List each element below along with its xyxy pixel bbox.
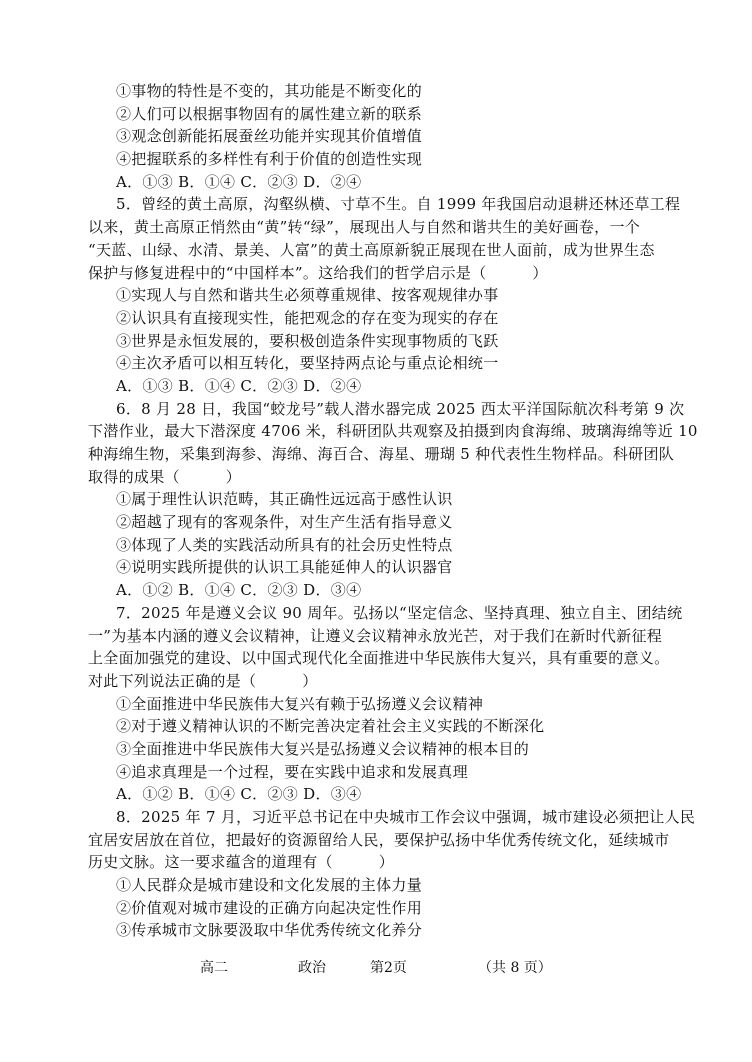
text-line: ①全面推进中华民族伟大复兴有赖于弘扬遵义会议精神 — [116, 694, 484, 713]
page-footer — [0, 957, 752, 979]
text-line: 宜居安居放在首位，把最好的资源留给人民，要保护弘扬中华优秀传统文化，延续城市 — [88, 830, 670, 849]
text-line: ②价值观对城市建设的正确方向起决定性作用 — [116, 898, 423, 917]
text-line: ①属于理性认识范畴，其正确性远远高于感性认识 — [116, 490, 453, 509]
text-line: A．①③ B．①④ C．②③ D．②④ — [116, 376, 362, 395]
text-line: 下潜作业，最大下潜深度 4706 米，科研团队共观察及拍摄到肉食海绵、玻璃海绵等近 10 — [88, 422, 698, 441]
text-line: ④主次矛盾可以相互转化，要坚持两点论与重点论相统一 — [116, 354, 499, 373]
text-line: ②超越了现有的客观条件，对生产生活有指导意义 — [116, 513, 453, 532]
text-line: ③观念创新能拓展蚕丝功能并实现其价值增值 — [116, 127, 423, 146]
footer-subject: 政治 — [298, 960, 326, 976]
text-line: 对此下列说法正确的是（ ） — [88, 671, 318, 690]
text-line: 7．2025 年是遵义会议 90 周年。弘扬以“坚定信念、坚持真理、独立自主、团结统 — [116, 603, 683, 622]
text-line: ③体现了人类的实践活动所具有的社会历史性特点 — [116, 535, 453, 554]
text-line: 历史文脉。这一要求蕴含的道理有（ ） — [88, 853, 395, 872]
text-line: 6．8 月 28 日，我国“蛟龙号”载人潜水器完成 2025 西太平洋国际航次科考第 9 次 — [116, 399, 685, 418]
text-line: ②对于遵义精神认识的不断完善决定着社会主义实践的不断深化 — [116, 717, 545, 736]
text-line: ①人民群众是城市建设和文化发展的主体力量 — [116, 876, 423, 895]
footer-total-pages: （共 8 页） — [478, 960, 552, 976]
text-line: 8．2025 年 7 月，习近平总书记在中央城市工作会议中强调，城市建设必须把让人民 — [116, 808, 696, 826]
text-line: ①事物的特性是不变的，其功能是不断变化的 — [116, 82, 423, 100]
text-line: 上全面加强党的建设、以中国式现代化全面推进中华民族伟大复兴，具有重要的意义。 — [88, 649, 670, 668]
question-text — [88, 80, 698, 942]
text-line: 5．曾经的黄土高原，沟壑纵横、寸草不生。自 1999 年我国启动退耕还林还草工程 — [116, 195, 681, 214]
text-line: A．①③ B．①④ C．②③ D．②④ — [116, 172, 362, 191]
text-line: ③世界是永恒发展的，要积极创造条件实现事物质的飞跃 — [116, 331, 499, 350]
text-line: 取得的成果（ ） — [88, 467, 242, 486]
text-line: ③传承城市文脉要汲取中华优秀传统文化养分 — [116, 921, 423, 940]
footer-grade: 高二 — [200, 960, 228, 976]
text-line: A．①② B．①④ C．②③ D．③④ — [116, 785, 362, 804]
text-line: ④追求真理是一个过程，要在实践中追求和发展真理 — [116, 762, 468, 781]
text-line: ④把握联系的多样性有利于价值的创造性实现 — [116, 150, 423, 169]
text-line: “天蓝、山绿、水清、景美、人富”的黄土高原新貌正展现在世人面前，成为世界生态 — [88, 240, 655, 259]
text-line: ③全面推进中华民族伟大复兴是弘扬遵义会议精神的根本目的 — [116, 739, 530, 758]
text-line: 一”为基本内涵的遵义会议精神，让遵义会议精神永放光芒，对于我们在新时代新征程 — [88, 626, 663, 645]
text-line: ②认识具有直接现实性，能把观念的存在变为现实的存在 — [116, 308, 499, 327]
footer-page-number: 第2页 — [370, 960, 407, 976]
text-line: 种海绵生物，采集到海参、海绵、海百合、海星、珊瑚 5 种代表性生物样品。科研团队 — [88, 445, 675, 463]
text-line: ②人们可以根据事物固有的属性建立新的联系 — [116, 104, 423, 123]
text-line: A．①② B．①④ C．②③ D．③④ — [116, 581, 362, 600]
text-line: ①实现人与自然和谐共生必须尊重规律、按客观规律办事 — [116, 286, 499, 305]
text-line: 以来，黄土高原正悄然由“黄”转“绿”，展现出人与自然和谐共生的美好画卷，一个 — [88, 218, 641, 237]
text-line: 保护与修复进程中的“中国样本”。这给我们的哲学启示是（ ） — [88, 263, 548, 282]
text-line: ④说明实践所提供的认识工具能延伸人的认识器官 — [116, 558, 453, 577]
